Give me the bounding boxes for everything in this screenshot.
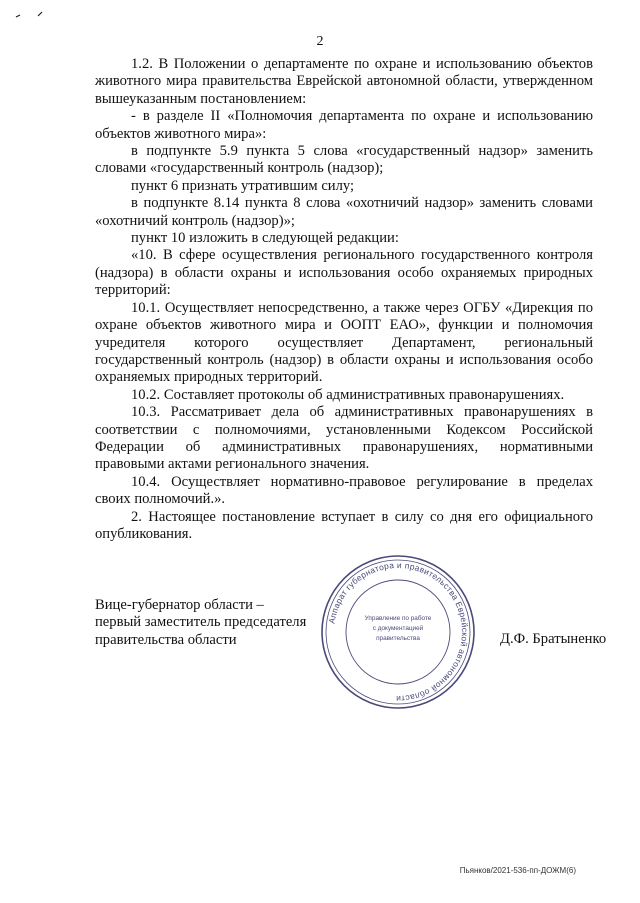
paragraph-item-6: пункт 6 признать утратившим силу; <box>131 177 355 194</box>
seal-inner-line-2: с документацией <box>372 625 424 632</box>
paragraph-1-2: 1.2. В Положении о департаменте по охране и использованию объектов животного мира правительства Еврейской автономной области, утвержденном вышеуказанным постановлением: <box>95 56 593 107</box>
paragraph-10-2: 10.2. Составляет протоколы об административных правонарушениях. <box>131 386 565 403</box>
paragraph-subitem-8-14: в подпункте 8.14 пункта 8 слова «охотничий надзор» заменить словами «охотничий контроль (надзор)»; <box>95 195 593 229</box>
position-line-3: правительства области <box>95 631 237 648</box>
paragraph-section-ii: - в разделе II «Полномочия департамента по охране и использованию объектов животного мира»: <box>95 108 593 142</box>
document-body <box>95 56 593 543</box>
scan-artifact-mark <box>14 8 54 20</box>
paragraph-10-4: 10.4. Осуществляет нормативно-правовое регулирование в пределах своих полномочий.». <box>95 473 593 508</box>
paragraph-10-3: 10.3. Рассматривает дела об административных правонарушениях в соответствии с полномочиями, установленными Кодексом Российской Федерации об административных правонарушениях, нормативными правовыми актами регионального значения. <box>95 404 593 473</box>
seal-ring-text: Аппарат губернатора и правительства Еврейской автономной области <box>326 559 471 705</box>
position-line-2: первый заместитель председателя <box>95 614 307 631</box>
signatory-name: Д.Ф. Братыненко <box>500 631 607 647</box>
position-line-1: Вице-губернатор области – <box>95 597 264 613</box>
paragraph-item-10-intro: пункт 10 изложить в следующей редакции: <box>131 230 399 247</box>
paragraph-2: 2. Настоящее постановление вступает в силу со дня его официального опубликования. <box>95 508 593 542</box>
document-code: Пьянков/2021-536-пп-ДОЖМ(6) <box>459 866 576 875</box>
page-number: 2 <box>316 34 324 49</box>
signatory-position <box>95 597 335 649</box>
paragraph-subitem-5-9: в подпункте 5.9 пункта 5 слова «государственный надзор» заменить словами «государственный контроль (надзор); <box>95 143 593 177</box>
paragraph-10-1: 10.1. Осуществляет непосредственно, а также через ОГБУ «Дирекция по охране объектов животного мира и ООПТ ЕАО», функции и полномочия учредителя которого осуществляет Департамент, региональный государственный контроль (надзор) в области охраны и использования особо охраняемых природных территорий. <box>95 299 593 386</box>
paragraph-10: «10. В сфере осуществления регионального государственного контроля (надзора) в области охраны и использования особо охраняемых природных территорий: <box>95 247 593 299</box>
seal-inner-line-1: Управление по работе <box>364 615 432 622</box>
seal-inner-line-3: правительства <box>376 635 420 642</box>
official-seal <box>318 552 478 712</box>
